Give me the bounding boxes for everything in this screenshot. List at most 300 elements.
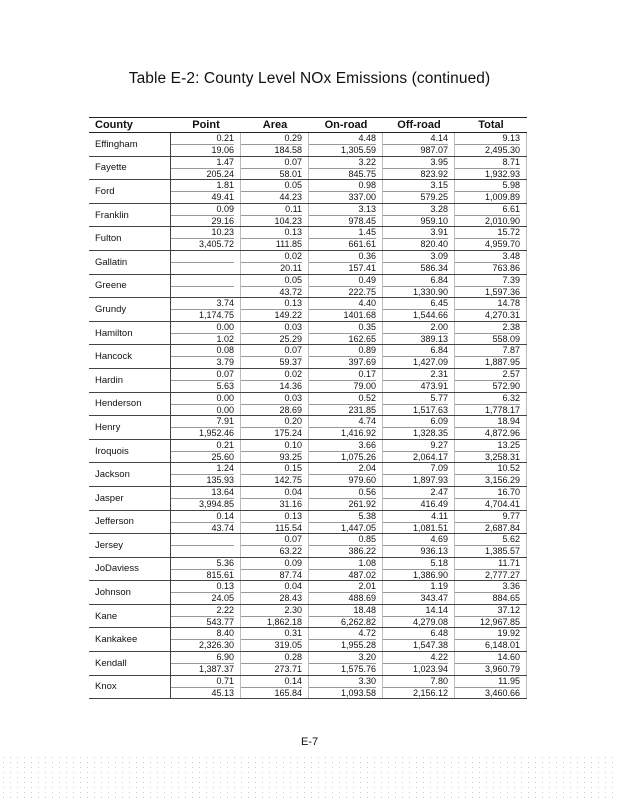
value-tpd: 6.61 <box>502 203 520 214</box>
value-tpy: 29.16 <box>171 215 234 227</box>
value-tpd: 0.07 <box>216 368 234 379</box>
value-tpd: 0.21 <box>216 439 234 450</box>
value-tpd: 3.28 <box>430 203 448 214</box>
value-tpd: 0.07 <box>284 534 302 545</box>
value-tpd: 3.09 <box>430 250 448 261</box>
value-tpy: 978.45 <box>309 215 376 227</box>
value-tpy: 25.60 <box>171 451 234 463</box>
cell-offroad <box>383 676 455 699</box>
table-row <box>89 322 527 346</box>
cell-onroad <box>309 227 383 250</box>
value-tpd: 2.22 <box>216 604 234 615</box>
table-row <box>89 416 527 440</box>
cell-offroad <box>383 322 455 345</box>
value-tpd: 0.36 <box>358 250 376 261</box>
value-tpd: 0.21 <box>216 133 234 143</box>
value-tpd: 7.09 <box>430 463 448 474</box>
cell-onroad <box>309 581 383 604</box>
value-tpy: 25.29 <box>241 333 302 345</box>
cell-onroad <box>309 558 383 581</box>
cell-point <box>171 251 241 274</box>
value-tpd: 4.11 <box>431 510 448 521</box>
cell-total <box>455 369 527 392</box>
value-tpd: 0.13 <box>216 581 234 592</box>
cell-total <box>455 180 527 203</box>
value-tpy: 19.06 <box>171 144 234 156</box>
col-county-header: County <box>95 119 133 131</box>
county-name: Jersey <box>89 534 171 557</box>
value-tpy: 473.91 <box>383 380 448 392</box>
table-row <box>89 204 527 228</box>
cell-offroad <box>383 463 455 486</box>
cell-area <box>241 345 309 368</box>
value-tpy: 4,872.96 <box>455 427 520 439</box>
cell-total <box>455 345 527 368</box>
county-name: JoDaviess <box>89 558 171 581</box>
value-tpd: 4.48 <box>358 133 376 143</box>
cell-point <box>171 298 241 321</box>
cell-area <box>241 180 309 203</box>
table-body <box>89 133 527 699</box>
cell-offroad <box>383 251 455 274</box>
cell-onroad <box>309 204 383 227</box>
value-tpy: 3,405.72 <box>171 238 234 250</box>
value-tpy: 111.85 <box>241 238 302 250</box>
table-row <box>89 345 527 369</box>
value-tpy: 337.00 <box>309 191 376 203</box>
value-tpd: 0.52 <box>358 392 376 403</box>
cell-area <box>241 393 309 416</box>
cell-offroad <box>383 227 455 250</box>
cell-onroad <box>309 322 383 345</box>
cell-total <box>455 487 527 510</box>
cell-area <box>241 298 309 321</box>
value-tpd: 11.71 <box>498 557 520 568</box>
col-area-header: Area <box>262 119 288 131</box>
value-tpd: 0.15 <box>284 463 302 474</box>
value-tpd: 0.10 <box>284 439 302 450</box>
cell-onroad <box>309 251 383 274</box>
value-tpy: 175.24 <box>241 427 302 439</box>
cell-total <box>455 133 527 156</box>
value-tpd: 0.05 <box>284 274 302 285</box>
value-tpy: 4,279.08 <box>383 616 448 628</box>
value-tpd: 18.94 <box>497 416 520 427</box>
value-tpd: 37.12 <box>497 604 520 615</box>
value-tpy: 157.41 <box>309 262 376 274</box>
value-tpy: 959.10 <box>383 215 448 227</box>
value-tpd: 2.04 <box>358 463 376 474</box>
cell-point <box>171 369 241 392</box>
value-tpy: 44.23 <box>241 191 302 203</box>
value-tpd: 4.22 <box>430 652 448 663</box>
value-tpy: 1,387.37 <box>171 663 234 675</box>
value-tpd: 1.47 <box>216 156 234 167</box>
value-tpd: 3.36 <box>502 581 520 592</box>
value-tpy: 45.13 <box>171 687 234 699</box>
cell-total <box>455 275 527 298</box>
value-tpd: 3.22 <box>358 156 376 167</box>
value-tpd: 0.05 <box>284 180 302 191</box>
value-tpy: 416.49 <box>383 498 448 510</box>
value-tpd: 0.04 <box>284 486 302 497</box>
value-tpy: 661.61 <box>309 238 376 250</box>
county-name: Henderson <box>89 393 171 416</box>
value-tpy: 165.84 <box>241 687 302 699</box>
value-tpd: 13.25 <box>497 439 520 450</box>
value-tpy: 3,258.31 <box>455 451 520 463</box>
value-tpd: 9.27 <box>430 439 448 450</box>
value-tpy: 1,544.66 <box>383 309 448 321</box>
cell-offroad <box>383 157 455 180</box>
value-tpy: 1,427.09 <box>383 356 448 368</box>
value-tpd: 7.39 <box>502 274 520 285</box>
cell-point <box>171 133 241 156</box>
table-row <box>89 369 527 393</box>
cell-area <box>241 652 309 675</box>
value-tpy: 2,495.30 <box>455 144 520 156</box>
county-name: Fulton <box>89 227 171 250</box>
cell-offroad <box>383 558 455 581</box>
value-tpy: 1,023.94 <box>383 663 448 675</box>
col-onroad-header: On-road <box>324 119 368 131</box>
cell-point <box>171 204 241 227</box>
value-tpd: 8.71 <box>502 156 520 167</box>
cell-area <box>241 463 309 486</box>
county-name: Effingham <box>89 133 171 156</box>
county-name: Jasper <box>89 487 171 510</box>
value-tpy: 2,687.84 <box>455 522 520 534</box>
value-tpd: 3.48 <box>502 250 520 261</box>
value-tpy: 6,262.82 <box>309 616 376 628</box>
value-tpd: 0.17 <box>358 368 376 379</box>
value-tpy: 142.75 <box>241 474 302 486</box>
value-tpy: 49.41 <box>171 191 234 203</box>
value-tpy: 43.72 <box>241 286 302 298</box>
table-row <box>89 463 527 487</box>
value-tpy: 543.77 <box>171 616 234 628</box>
value-tpy: 31.16 <box>241 498 302 510</box>
county-name: Jefferson <box>89 511 171 534</box>
value-tpd: 18.48 <box>353 604 376 615</box>
value-tpd: 4.14 <box>430 133 448 143</box>
table-row <box>89 676 527 700</box>
cell-offroad <box>383 369 455 392</box>
value-tpy: 59.37 <box>241 356 302 368</box>
value-tpy <box>171 262 234 274</box>
county-name: Jackson <box>89 463 171 486</box>
value-tpy: 586.34 <box>383 262 448 274</box>
cell-total <box>455 204 527 227</box>
value-tpd: 6.48 <box>430 628 448 639</box>
value-tpy: 28.69 <box>241 404 302 416</box>
value-tpy: 5.63 <box>171 380 234 392</box>
value-tpy: 1,897.93 <box>383 474 448 486</box>
value-tpy: 24.05 <box>171 592 234 604</box>
cell-offroad <box>383 345 455 368</box>
value-tpy: 115.54 <box>241 522 302 534</box>
table-row <box>89 652 527 676</box>
value-tpd: 14.60 <box>497 652 520 663</box>
table-row <box>89 487 527 511</box>
county-name: Franklin <box>89 204 171 227</box>
cell-point <box>171 605 241 628</box>
county-name: Hardin <box>89 369 171 392</box>
value-tpd: 0.00 <box>216 321 234 332</box>
value-tpd: 3.20 <box>358 652 376 663</box>
value-tpd: 0.98 <box>358 180 376 191</box>
value-tpd: 3.74 <box>216 298 234 309</box>
value-tpy: 884.65 <box>455 592 520 604</box>
value-tpd: 11.95 <box>498 675 520 686</box>
cell-offroad <box>383 581 455 604</box>
value-tpd: 0.08 <box>216 345 234 356</box>
cell-area <box>241 676 309 699</box>
value-tpy: 205.24 <box>171 168 234 180</box>
value-tpy: 1,955.28 <box>309 639 376 651</box>
value-tpy: 397.69 <box>309 356 376 368</box>
cell-onroad <box>309 416 383 439</box>
value-tpd: 0.71 <box>216 675 234 686</box>
value-tpd: 0.49 <box>358 274 376 285</box>
value-tpy: 579.25 <box>383 191 448 203</box>
value-tpy: 845.75 <box>309 168 376 180</box>
value-tpd: 1.45 <box>358 227 376 238</box>
value-tpy: 1,174.75 <box>171 309 234 321</box>
county-name: Hamilton <box>89 322 171 345</box>
cell-point <box>171 628 241 651</box>
value-tpd: 3.91 <box>430 227 448 238</box>
value-tpd <box>171 251 234 262</box>
cell-total <box>455 393 527 416</box>
cell-onroad <box>309 298 383 321</box>
value-tpd: 2.47 <box>430 486 448 497</box>
cell-area <box>241 251 309 274</box>
county-name: Henry <box>89 416 171 439</box>
cell-total <box>455 251 527 274</box>
value-tpy: 389.13 <box>383 333 448 345</box>
value-tpy: 184.58 <box>241 144 302 156</box>
table-row <box>89 227 527 251</box>
value-tpy: 1,386.90 <box>383 569 448 581</box>
cell-onroad <box>309 180 383 203</box>
cell-onroad <box>309 157 383 180</box>
cell-offroad <box>383 275 455 298</box>
value-tpd: 4.40 <box>358 298 376 309</box>
table-row <box>89 251 527 275</box>
col-offroad-header: Off-road <box>397 119 441 131</box>
value-tpy: 820.40 <box>383 238 448 250</box>
cell-total <box>455 605 527 628</box>
value-tpd: 0.13 <box>284 510 302 521</box>
table-row <box>89 581 527 605</box>
value-tpy: 20.11 <box>241 262 302 274</box>
value-tpy: 222.75 <box>309 286 376 298</box>
cell-point <box>171 534 241 557</box>
cell-offroad <box>383 440 455 463</box>
cell-area <box>241 628 309 651</box>
cell-area <box>241 275 309 298</box>
value-tpy <box>171 545 234 557</box>
value-tpy: 1,009.89 <box>455 191 520 203</box>
value-tpy: 231.85 <box>309 404 376 416</box>
cell-point <box>171 275 241 298</box>
value-tpy: 6,148.01 <box>455 639 520 651</box>
cell-point <box>171 652 241 675</box>
cell-total <box>455 416 527 439</box>
value-tpd: 5.62 <box>502 534 520 545</box>
value-tpd: 2.31 <box>430 368 448 379</box>
cell-point <box>171 487 241 510</box>
county-name: Grundy <box>89 298 171 321</box>
value-tpy: 979.60 <box>309 474 376 486</box>
value-tpd <box>171 275 234 286</box>
value-tpd: 1.19 <box>430 581 448 592</box>
cell-point <box>171 676 241 699</box>
cell-offroad <box>383 511 455 534</box>
value-tpy: 3,960.79 <box>455 663 520 675</box>
value-tpd: 4.69 <box>430 534 448 545</box>
value-tpd: 3.13 <box>358 203 376 214</box>
table-header <box>89 117 527 133</box>
value-tpy: 58.01 <box>241 168 302 180</box>
cell-onroad <box>309 487 383 510</box>
cell-onroad <box>309 628 383 651</box>
value-tpy: 1,778.17 <box>455 404 520 416</box>
table-row <box>89 157 527 181</box>
table-row <box>89 393 527 417</box>
value-tpy: 1,932.93 <box>455 168 520 180</box>
cell-area <box>241 511 309 534</box>
cell-total <box>455 676 527 699</box>
county-name: Iroquois <box>89 440 171 463</box>
cell-offroad <box>383 534 455 557</box>
value-tpd: 6.84 <box>430 274 448 285</box>
cell-onroad <box>309 652 383 675</box>
value-tpd: 3.95 <box>430 156 448 167</box>
value-tpd: 4.74 <box>358 416 376 427</box>
cell-onroad <box>309 393 383 416</box>
table-row <box>89 558 527 582</box>
value-tpd: 2.38 <box>502 321 520 332</box>
value-tpy: 1,862.18 <box>241 616 302 628</box>
value-tpd: 0.03 <box>284 392 302 403</box>
value-tpy: 162.65 <box>309 333 376 345</box>
value-tpy: 273.71 <box>241 663 302 675</box>
value-tpd: 14.78 <box>497 298 520 309</box>
cell-onroad <box>309 440 383 463</box>
value-tpy: 1,952.46 <box>171 427 234 439</box>
value-tpy: 1,517.63 <box>383 404 448 416</box>
value-tpd: 1.81 <box>216 180 234 191</box>
table-row <box>89 298 527 322</box>
value-tpy: 1,887.95 <box>455 356 520 368</box>
table-row <box>89 628 527 652</box>
cell-area <box>241 558 309 581</box>
cell-point <box>171 511 241 534</box>
table-row <box>89 275 527 299</box>
value-tpd: 2.01 <box>358 581 376 592</box>
value-tpd: 7.80 <box>430 675 448 686</box>
value-tpd: 7.91 <box>216 416 234 427</box>
value-tpd: 2.30 <box>284 604 302 615</box>
emissions-table <box>89 117 527 699</box>
cell-total <box>455 652 527 675</box>
value-tpy: 343.47 <box>383 592 448 604</box>
cell-total <box>455 534 527 557</box>
cell-offroad <box>383 180 455 203</box>
value-tpd: 0.02 <box>284 250 302 261</box>
cell-offroad <box>383 298 455 321</box>
value-tpy: 1,447.05 <box>309 522 376 534</box>
value-tpd: 0.89 <box>358 345 376 356</box>
value-tpy: 1,385.57 <box>455 545 520 557</box>
value-tpy <box>171 286 234 298</box>
value-tpd: 10.23 <box>211 227 234 238</box>
cell-total <box>455 511 527 534</box>
cell-onroad <box>309 605 383 628</box>
value-tpy: 1,575.76 <box>309 663 376 675</box>
value-tpy: 1,328.35 <box>383 427 448 439</box>
cell-point <box>171 463 241 486</box>
value-tpy: 0.00 <box>171 404 234 416</box>
value-tpd: 2.57 <box>502 368 520 379</box>
cell-total <box>455 298 527 321</box>
value-tpd: 4.72 <box>358 628 376 639</box>
value-tpy: 319.05 <box>241 639 302 651</box>
value-tpy: 3,460.66 <box>455 687 520 699</box>
table-row <box>89 133 527 157</box>
page-number: E-7 <box>300 736 319 748</box>
cell-area <box>241 416 309 439</box>
value-tpd: 14.14 <box>425 604 448 615</box>
value-tpy: 558.09 <box>455 333 520 345</box>
value-tpd: 9.77 <box>502 510 520 521</box>
value-tpd: 0.14 <box>284 675 302 686</box>
value-tpd: 2.00 <box>430 321 448 332</box>
value-tpd: 0.29 <box>284 133 302 143</box>
cell-total <box>455 628 527 651</box>
county-name: Johnson <box>89 581 171 604</box>
cell-point <box>171 558 241 581</box>
cell-area <box>241 133 309 156</box>
value-tpy: 1,547.38 <box>383 639 448 651</box>
value-tpy: 261.92 <box>309 498 376 510</box>
cell-area <box>241 605 309 628</box>
col-total-header: Total <box>478 119 504 131</box>
county-name: Kendall <box>89 652 171 675</box>
cell-onroad <box>309 511 383 534</box>
value-tpy: 815.61 <box>171 569 234 581</box>
cell-onroad <box>309 534 383 557</box>
value-tpd: 0.07 <box>284 345 302 356</box>
value-tpy: 1,081.51 <box>383 522 448 534</box>
value-tpy: 28.43 <box>241 592 302 604</box>
value-tpy: 823.92 <box>383 168 448 180</box>
cell-point <box>171 157 241 180</box>
cell-area <box>241 369 309 392</box>
cell-point <box>171 416 241 439</box>
county-name: Knox <box>89 676 171 699</box>
cell-offroad <box>383 652 455 675</box>
county-name: Hancock <box>89 345 171 368</box>
table-row <box>89 605 527 629</box>
value-tpd: 0.85 <box>358 534 376 545</box>
value-tpy: 4,704.41 <box>455 498 520 510</box>
value-tpd: 8.40 <box>216 628 234 639</box>
value-tpy: 2,777.27 <box>455 569 520 581</box>
table-title: Table E-2: County Level NOx Emissions (continued) <box>128 70 491 87</box>
